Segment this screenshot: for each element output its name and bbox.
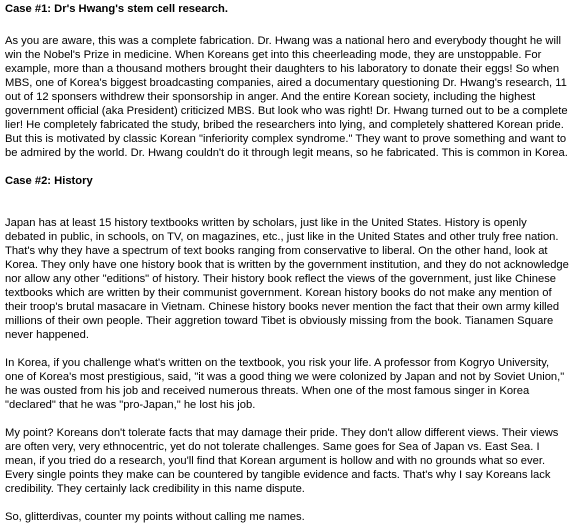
case2-paragraph-3: My point? Koreans don't tolerate facts that may damage their pride. They don't allow different views. Their views are often very, very ethnocentric, yet do not tolerate challenges. Same goes for Sea of Japan vs. East Sea. I mean, if you tried do a research, you'll find that Korean argument is hollow and with no grounds what so ever. Every single points they make can be countered by tangible evidence and facts. That's why I say Koreans lack credibility. They certainly lack credibility in this name dispute. <box>5 427 559 495</box>
case2-paragraph-1: Japan has at least 15 history textbooks written by scholars, just like in the United States. History is openly debated in public, in schools, on TV, on magazines, etc., just like in the United States and other truly free nation. That's why they have a spectrum of text books ranging from conservative to liberal. On the other hand, look at Korea. They only have one history book that is written by the government institution, and they do not acknowledge nor allow any other "editions" of history. Their history book reflect the views of the government, just like Chinese textbooks which are written by their communist government. Korean history books do not make any mention of their troop's brutal masacare in Vietnam. Chinese history books never mention the fact that their own army killed millions of their own people. Their aggretion toward Tibet is obviously missing from the book. Tianamen Square never happened. <box>5 217 569 341</box>
case2-heading: Case #2: History <box>5 175 93 187</box>
case1-paragraph: As you are aware, this was a complete fabrication. Dr. Hwang was a national hero and everybody thought he will win the Nobel's Prize in medicine. When Koreans get into this cheerleading mode, they are unstoppable. For example, more than a thousand mothers brought their daughters to his laboratory to donate their eggs! So when MBS, one of Korea's biggest broadcasting companies, aired a documentary questioning Dr. Hwang's research, 11 out of 12 sponsers withdrew their sponsorship in anger. And the entire Korean society, including the highest government official (aka President) criticized MBS. But look who was right! Dr. Hwang turned out to be a complete lier! He completely fabricated the study, bribed the researchers into lying, and completely shattered Korean pride. But this is motivated by classic Korean "inferiority complex syndrome." They want to prove something and want to be admired by the world. Dr. Hwang couldn't do it through legit means, so he fabricated. This is common in Korea. <box>5 35 568 159</box>
case1-heading: Case #1: Dr's Hwang's stem cell research. <box>5 3 228 15</box>
closing-line: So, glitterdivas, counter my points without calling me names. <box>5 511 305 523</box>
case2-paragraph-2: In Korea, if you challenge what's written on the textbook, you risk your life. A professor from Kogryo University, one of Korea's most prestigious, said, "it was a good thing we were colonized by Japan and not by Soviet Union," he was ousted from his job and received numerous threats. When one of the most famous singer in Korea "declared" that he was "pro-Japan," he lost his job. <box>5 357 565 411</box>
